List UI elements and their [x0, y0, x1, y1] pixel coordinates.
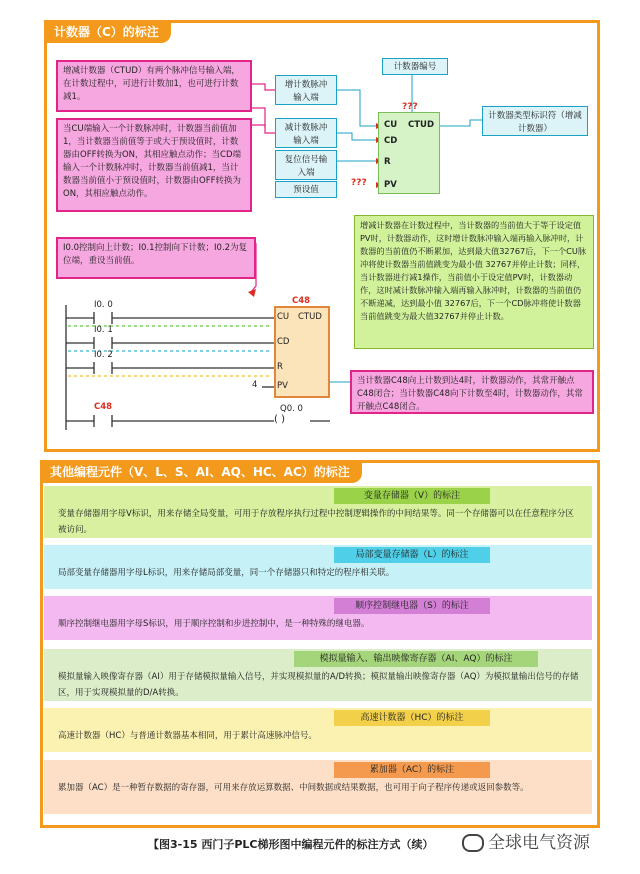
- element-band-text: 局部变量存储器用字母L标识，用来存储局部变量，同一个存储器只和特定的程序相关联。: [58, 568, 395, 578]
- pin-r: R: [384, 157, 391, 167]
- element-band-heading: 变量存储器（V）的标注: [334, 488, 490, 504]
- label-up-input: 增计数脉冲输入端: [275, 75, 337, 105]
- element-band: [44, 596, 592, 640]
- preset-qmarks: ???: [351, 178, 367, 188]
- other-elements-panel-title: 其他编程元件（V、L、S、AI、AQ、HC、AC）的标注: [40, 460, 362, 483]
- label-counter-number: 计数器编号: [382, 58, 448, 75]
- c48-ctud-label: CTUD: [298, 312, 322, 322]
- watermark: [462, 828, 590, 853]
- note-ctud-intro: 增减计数器（CTUD）有两个脉冲信号输入端，在计数过程中，可进行计数加1，也可进行计数减1。: [56, 60, 252, 112]
- note-c48-action: 当计数器C48向上计数到达4时，计数器动作，其常开触点C48闭合；当计数器C48向下计数至4时，计数器动作，其常开触点C48闭合。: [350, 370, 594, 414]
- label-reset-input: 复位信号输入端: [275, 150, 337, 180]
- ctud-label: CTUD: [408, 120, 434, 130]
- c48-block-name: C48: [292, 296, 311, 306]
- element-band: [44, 708, 592, 752]
- element-band-text: 累加器（AC）是一种暂存数据的寄存器，可用来存放运算数据、中间数据或结果数据，也可用于向子程序传递或返回参数等。: [58, 783, 529, 793]
- figure-caption: 【图3-15 西门子PLC梯形图中编程元件的标注方式（续）: [148, 838, 434, 851]
- watermark-text: 全球电气资源: [488, 833, 590, 853]
- wechat-icon: [462, 834, 484, 852]
- contact-c48-label: C48: [94, 402, 113, 412]
- contact-i00-label: I0. 0: [94, 300, 113, 310]
- element-band-text: 模拟量输入映像寄存器（AI）用于存储模拟量输入信号，并实现模拟量的A/D转换；模拟量输出映像寄存器（AQ）为模拟量输出信号的存储区，用于实现模拟量的D/A转换。: [58, 672, 579, 698]
- element-band: [44, 545, 592, 589]
- element-band: [44, 760, 592, 814]
- c48-pin-cu: CU: [277, 312, 290, 322]
- element-band-heading: 模拟量输入、输出映像寄存器（AI、AQ）的标注: [294, 651, 538, 667]
- pin-cd: CD: [384, 136, 398, 146]
- c48-pin-cd: CD: [277, 337, 290, 347]
- element-band-heading: 高速计数器（HC）的标注: [334, 710, 490, 726]
- element-band-heading: 局部变量存储器（L）的标注: [334, 547, 490, 563]
- label-down-input: 减计数脉冲输入端: [275, 118, 337, 148]
- element-band: [44, 649, 592, 701]
- element-band-text: 变量存储器用字母V标识，用来存储全局变量，可用于存放程序执行过程中控制逻辑操作的中间结果等。同一个存储器可以在任意程序分区被访问。: [58, 509, 574, 535]
- coil-symbol: ( ): [274, 414, 285, 425]
- label-counter-type: 计数器类型标识符（增减计数器）: [482, 106, 588, 136]
- counter-number-qmarks: ???: [402, 102, 418, 112]
- element-band-text: 顺序控制继电器用字母S标识，用于顺序控制和步进控制中，是一种特殊的继电器。: [58, 619, 370, 629]
- note-io-assignment: I0.0控制向上计数；I0.1控制向下计数；I0.2为复位端，重设当前值。: [56, 237, 256, 279]
- note-ctud-detail: 增减计数器在计数过程中，当计数器的当前值大于等于设定值PV时，计数器动作，这时增计数脉冲输入端再输入脉冲时，计数器的当前值仍不断累加，达到最大值32767后，下一个CU脉冲将使计数器当前值跳变为最小值 32767并停止计数；同样，当计数器进行减1操作，当前值小于设定值PV时，计数器动作，这时减计数脉冲输入端再输入脉冲时，计数器的当前值仍不断递减，达到最小值 32767后，下一个CD脉冲将使计数器当前值跳变为最大值32767并停止计数。: [354, 215, 594, 349]
- pin-pv: PV: [384, 180, 397, 190]
- coil-q00-label: Q0. 0: [280, 404, 303, 414]
- contact-i02-label: I0. 2: [94, 350, 113, 360]
- c48-pin-r: R: [277, 362, 283, 372]
- note-cu-cd-behavior: 当CU端输入一个计数脉冲时，计数器当前值加1，当计数器当前值等于或大于预设值时，计数器由OFF转换为ON，其相应触点动作；当CD端输入一个计数脉冲时，计数器当前值减1，当计数器当前值小于预设值时，计数器由OFF转换为ON，其相应触点动作。: [56, 118, 252, 212]
- element-band-heading: 顺序控制继电器（S）的标注: [334, 598, 490, 614]
- counter-panel-title: 计数器（C）的标注: [44, 20, 171, 43]
- label-preset: 预设值: [275, 181, 337, 198]
- pin-cu: CU: [384, 120, 398, 130]
- c48-pin-pv: PV: [277, 381, 288, 391]
- element-band-text: 高速计数器（HC）与普通计数器基本相同，用于累计高速脉冲信号。: [58, 731, 317, 741]
- element-band: [44, 486, 592, 538]
- element-band-heading: 累加器（AC）的标注: [334, 762, 490, 778]
- contact-i01-label: I0. 1: [94, 325, 113, 335]
- preset-value: 4: [252, 380, 258, 390]
